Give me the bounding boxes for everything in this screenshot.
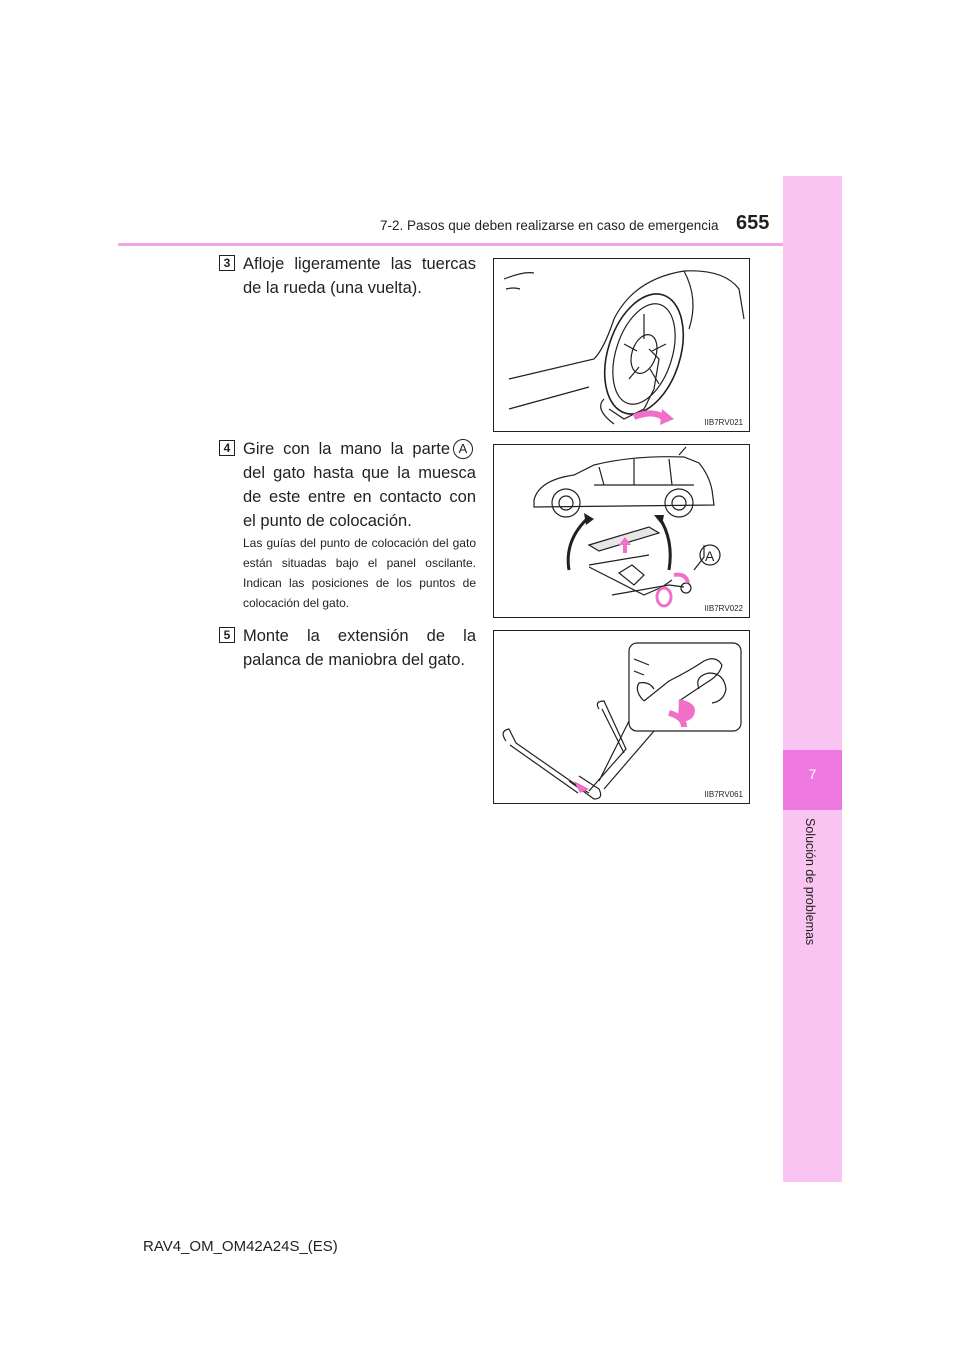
wheel-nut-illustration: [494, 259, 750, 432]
callout-a-marker: A: [453, 439, 473, 459]
figure-code: IIB7RV061: [704, 790, 743, 799]
step-5-text: Monte la extensión de la palanca de maniobra del gato.: [243, 627, 476, 669]
figure-code: IIB7RV022: [704, 604, 743, 613]
jack-handle-illustration: [494, 631, 750, 804]
figure-wheel-nuts: [493, 258, 750, 432]
step-4-badge: 4: [219, 440, 235, 456]
header-rule: [118, 243, 840, 246]
model-code-footer: RAV4_OM_OM42A24S_(ES): [143, 1238, 338, 1255]
figure-callout-a: A: [705, 548, 715, 564]
figure-jack-handle: [493, 630, 750, 804]
step-5-badge: 5: [219, 627, 235, 643]
figure-code: IIB7RV021: [704, 418, 743, 427]
section-title: 7-2. Pasos que deben realizarse en caso de emergencia: [380, 218, 719, 233]
figure-jack-position: [493, 444, 750, 618]
page-number: 655: [736, 212, 770, 234]
jack-illustration: [494, 445, 750, 618]
step-3-badge: 3: [219, 255, 235, 271]
step-4-note: Las guías del punto de colocación del gato están situadas bajo el panel oscilante. Indican las posiciones de los puntos de colocación del gato.: [243, 536, 476, 610]
chapter-side-tab: [783, 176, 842, 1182]
step-3-text: Afloje ligeramente las tuercas de la rueda (una vuelta).: [243, 255, 476, 297]
step-4-text: Gire con la mano la parte Adel gato hasta que la muesca de este entre en contacto con el punto de colocación.: [243, 440, 476, 530]
chapter-label: Solución de problemas: [803, 818, 817, 946]
chapter-number: 7: [808, 766, 817, 782]
